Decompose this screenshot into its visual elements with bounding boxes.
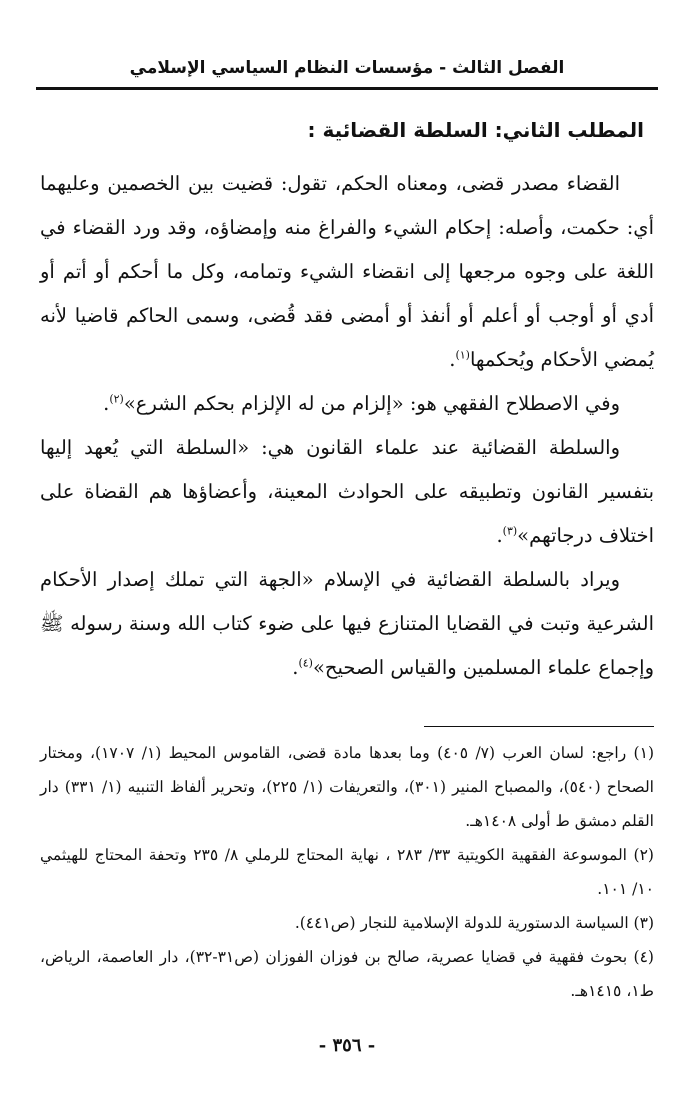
paragraph-3: والسلطة القضائية عند علماء القانون هي: «السلطة التي يُعهد إليها بتفسير القانون وتطبيقه على الحوادث المعينة، وأعضاؤها هم القضاة على اختلاف درجاتهم»$^{(٣)}$.: [40, 436, 654, 547]
section-title: المطلب الثاني: السلطة القضائية :: [307, 118, 644, 142]
page-number: - ٣٥٦ -: [318, 1035, 376, 1056]
footnote-3: (٣) السياسة الدستورية للدولة الإسلامية للنجار (ص٤٤١).: [294, 914, 654, 932]
paragraph-1: القضاء مصدر قضى، ومعناه الحكم، تقول: قضيت بين الخصمين وعليهما أي: حكمت، وأصله: إحكام الشيء والفراغ منه وإمضاؤه، وقد ورد القضاء في اللغة على وجوه مرجعها إلى انقضاء الشيء وتمامه، وكل ما أحكم أو أتم أو أدي أو أوجب أو أعلم أو أنفذ أو أمضى فقد قُضى، وسمى الحاكم قاضيا لأنه يُمضي الأحكام ويُحكمها$^{(١)}$.: [40, 172, 654, 371]
footnote-ref-4: (٤): [298, 656, 313, 670]
footnote-ref-1: (١): [455, 348, 470, 362]
footnotes: [40, 736, 654, 1008]
paragraph-2: وفي الاصطلاح الفقهي هو: «إلزام من له الإلزام بحكم الشرع»$^{(٢)}$.: [103, 392, 620, 415]
paragraph-4: ويراد بالسلطة القضائية في الإسلام «الجهة التي تملك إصدار الأحكام الشرعية وتبت في القضايا المتنازع فيها على ضوء كتاب الله وسنة رسوله ﷺ وإجماع علماء المسلمين والقياس الصحيح»$^{(٤)}$.: [40, 568, 654, 679]
footnote-2: (٢) الموسوعة الفقهية الكويتية ٣٣/ ٢٨٣ ، نهاية المحتاج للرملي ٨/ ٢٣٥ وتحفة المحتاج للهيثمي ١٠/ ١٠١.: [40, 846, 654, 898]
footnote-ref-2: (٢): [109, 392, 124, 406]
running-header: الفصل الثالث - مؤسسات النظام السياسي الإسلامي: [129, 58, 565, 78]
body-text: [40, 162, 654, 690]
footnote-1: (١) راجع: لسان العرب (٧/ ٤٠٥) وما بعدها مادة قضى، القاموس المحيط (١/ ١٧٠٧)، ومختار الصحاح (٥٤٠)، والمصباح المنير (٣٠١)، والتعريفات (١/ ٢٢٥)، وتحرير ألفاظ التنبيه (١/ ٣٣١) دار القلم دمشق ط أولى ١٤٠٨هـ.: [40, 744, 654, 830]
footnote-separator: [424, 726, 654, 727]
footnote-4: (٤) بحوث فقهية في قضايا عصرية، صالح بن فوزان الفوزان (ص٣١-٣٢)، دار العاصمة، الرياض، ط١، ١٤١٥هـ.: [40, 948, 654, 1000]
footnote-ref-3: (٣): [502, 524, 518, 538]
header-rule: [36, 87, 658, 90]
